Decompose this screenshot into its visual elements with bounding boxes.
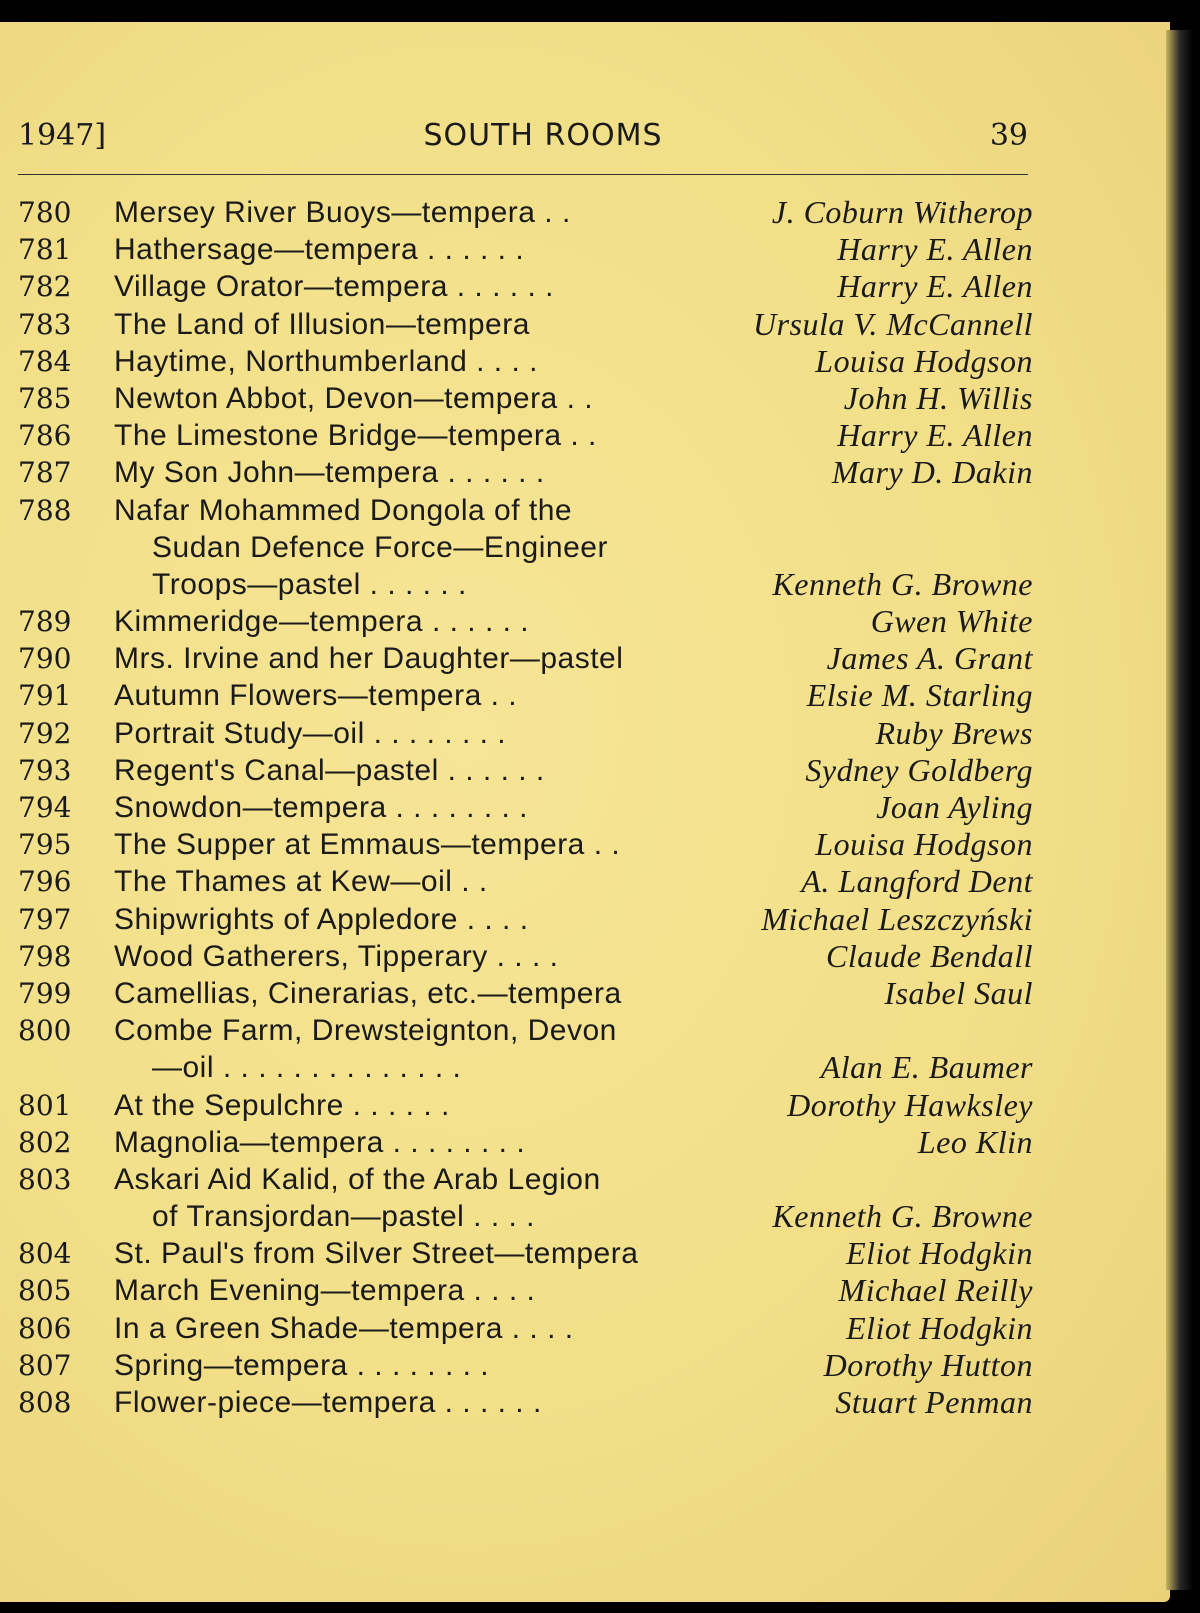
entry-line [18,566,1033,603]
entry-artist: John H. Willis [843,379,1033,416]
catalogue-entry [18,1161,1033,1235]
entry-title: Mrs. Irvine and her Daughter—pastel [114,642,624,676]
catalogue-entry [18,901,1033,938]
entry-title: Askari Aid Kalid, of the Arab Legion [114,1162,601,1196]
entry-title: Magnolia—tempera . . . . . . . . [114,1125,526,1159]
entry-number: 808 [18,1386,72,1419]
catalogue-entry [18,231,1033,268]
entry-title: of Transjordan—pastel . . . . [152,1200,536,1234]
entry-line [18,1198,1033,1235]
entry-artist: Harry E. Allen [837,417,1033,454]
entry-number: 793 [18,753,72,787]
catalogue-entry [18,1272,1033,1309]
entry-title: Troops—pastel . . . . . . [152,567,467,601]
catalogue-entry [18,677,1033,714]
entry-title: The Supper at Emmaus—tempera . . [114,828,621,862]
entry-title: At the Sepulchre . . . . . . [114,1088,450,1122]
entry-artist: Ursula V. McCannell [752,305,1033,342]
entry-line [18,975,1033,1012]
entry-number: 782 [18,270,72,304]
entry-line [18,938,1033,975]
entry-number: 798 [18,939,72,973]
catalogue-entry [18,1310,1033,1347]
entry-line [18,640,1033,677]
entry-title: Newton Abbot, Devon—tempera . . [114,381,594,415]
catalogue-entry [18,268,1033,305]
entry-artist: Kenneth G. Browne [772,1198,1033,1235]
entry-number: 785 [18,381,72,415]
entry-number: 790 [18,642,72,676]
entry-title: The Land of Illusion—tempera [114,307,530,341]
entry-title: Village Orator—tempera . . . . . . [114,270,554,304]
entry-artist: Michael Leszczyński [761,900,1033,937]
catalogue-entry [18,1235,1033,1272]
entry-title: The Limestone Bridge—tempera . . [114,419,597,453]
entry-artist: Eliot Hodgkin [846,1309,1033,1346]
entry-line [18,603,1033,640]
entry-artist: Michael Reilly [838,1272,1033,1309]
entry-line [18,789,1033,826]
entry-artist: Claude Bendall [826,937,1033,974]
entry-artist: Gwen White [870,603,1033,640]
entry-title: Snowdon—tempera . . . . . . . . [114,791,529,824]
catalogue-entry [18,306,1033,343]
entry-line [18,529,1033,566]
catalogue-entry [18,752,1033,789]
entry-artist: A. Langford Dent [801,863,1033,900]
catalogue-entry [18,1012,1033,1086]
entry-line [18,752,1033,789]
entry-artist: Kenneth G. Browne [772,565,1033,602]
entry-title: Kimmeridge—tempera . . . . . . [114,605,530,639]
entry-number: 805 [18,1274,72,1308]
entry-number: 797 [18,902,72,936]
entry-line [18,1124,1033,1161]
entry-line [18,1272,1033,1309]
entry-list [18,194,1033,1421]
entry-artist: J. Coburn Witherop [771,194,1033,230]
entry-number: 801 [18,1088,72,1122]
catalogue-entry [18,640,1033,677]
catalogue-entry [18,1124,1033,1161]
catalogue-entry [18,492,1033,604]
entry-line [18,715,1033,752]
entry-title: Autumn Flowers—tempera . . [114,679,518,713]
entry-line [18,1347,1033,1384]
entry-number: 792 [18,716,72,750]
catalogue-entry [18,715,1033,752]
entry-artist: Sydney Goldberg [805,751,1033,788]
entry-line [18,901,1033,938]
catalogue-entry [18,826,1033,863]
entry-number: 795 [18,828,72,862]
entry-artist: Elsie M. Starling [806,677,1033,714]
entry-artist: Isabel Saul [884,974,1033,1011]
page-title: SOUTH ROOMS [423,118,663,153]
entry-line [18,268,1033,305]
entry-line [18,677,1033,714]
entry-title: The Thames at Kew—oil . . [114,865,488,899]
entry-artist: Alan E. Baumer [820,1049,1033,1086]
entry-line [18,1161,1033,1198]
entry-artist: Leo Klin [917,1123,1033,1160]
entry-line [18,1012,1033,1049]
entry-title: Spring—tempera . . . . . . . . [114,1348,490,1382]
entry-title: Wood Gatherers, Tipperary . . . . [114,939,559,973]
entry-title: Hathersage—tempera . . . . . . [114,233,525,267]
catalogue-entry [18,454,1033,491]
entry-number: 802 [18,1125,72,1159]
entry-artist: Joan Ayling [876,789,1033,825]
catalogue-entry [18,194,1033,231]
entry-line [18,231,1033,268]
entry-title: Sudan Defence Force—Engineer [152,530,608,564]
entry-artist: Eliot Hodgkin [846,1235,1033,1272]
entry-title: Regent's Canal—pastel . . . . . . [114,753,545,787]
catalogue-entry [18,975,1033,1012]
entry-title: In a Green Shade—tempera . . . . [114,1311,574,1345]
entry-number: 794 [18,791,72,824]
entry-number: 788 [18,493,72,527]
entry-line [18,417,1033,454]
entry-number: 800 [18,1014,72,1048]
entry-number: 799 [18,976,72,1010]
entry-line [18,492,1033,529]
entry-number: 796 [18,865,72,899]
entry-title: March Evening—tempera . . . . [114,1274,536,1308]
entry-number: 781 [18,233,72,267]
catalogue-entry [18,1087,1033,1124]
entry-title: Mersey River Buoys—tempera . . [114,196,571,229]
entry-number: 787 [18,456,72,490]
entry-title: Haytime, Northumberland . . . . [114,344,538,378]
entry-artist: Louisa Hodgson [815,342,1033,379]
entry-number: 786 [18,419,72,453]
entry-line [18,454,1033,491]
page-edge-shadow [1166,30,1200,1590]
entry-line [18,826,1033,863]
catalogue-entry [18,380,1033,417]
entry-artist: Dorothy Hawksley [787,1086,1033,1123]
entry-line [18,1087,1033,1124]
catalogue-entry [18,1347,1033,1384]
page-number: 39 [989,118,1028,153]
entry-title: Flower-piece—tempera . . . . . . [114,1386,542,1419]
entry-number: 783 [18,307,72,341]
entry-artist: Harry E. Allen [837,268,1033,305]
entry-title: My Son John—tempera . . . . . . [114,456,545,490]
entry-number: 806 [18,1311,72,1345]
entry-line [18,1235,1033,1272]
entry-number: 803 [18,1162,72,1196]
entry-title: Nafar Mohammed Dongola of the [114,493,573,527]
entry-title: Combe Farm, Drewsteignton, Devon [114,1014,617,1048]
catalogue-entry [18,938,1033,975]
entry-line [18,1310,1033,1347]
entry-line [18,194,1033,231]
header-year: 1947] [18,118,107,153]
catalogue-page [0,22,1170,1602]
entry-title: Camellias, Cinerarias, etc.—tempera [114,976,622,1010]
entry-line [18,343,1033,380]
entry-artist: Dorothy Hutton [823,1346,1033,1383]
catalogue-entry [18,603,1033,640]
entry-line [18,863,1033,900]
entry-number: 791 [18,679,72,713]
entry-title: Portrait Study—oil . . . . . . . . [114,716,507,750]
catalogue-entry [18,789,1033,826]
entry-artist: James A. Grant [826,640,1033,677]
entry-number: 784 [18,344,72,378]
entry-title: —oil . . . . . . . . . . . . . . [152,1051,462,1085]
entry-artist: Stuart Penman [835,1384,1033,1420]
entry-line [18,1049,1033,1086]
catalogue-entry [18,1384,1033,1421]
entry-number: 780 [18,196,72,229]
entry-number: 804 [18,1237,72,1271]
entry-line [18,1384,1033,1421]
page-header [18,118,1028,166]
catalogue-entry [18,343,1033,380]
entry-number: 789 [18,605,72,639]
entry-line [18,380,1033,417]
entry-artist: Mary D. Dakin [831,454,1033,491]
catalogue-entry [18,863,1033,900]
entry-number: 807 [18,1348,72,1382]
entry-line [18,306,1033,343]
entry-artist: Ruby Brews [875,714,1033,751]
entry-title: Shipwrights of Appledore . . . . [114,902,529,936]
header-rule [18,174,1028,175]
entry-artist: Louisa Hodgson [815,826,1033,863]
catalogue-entry [18,417,1033,454]
entry-artist: Harry E. Allen [837,231,1033,268]
entry-title: St. Paul's from Silver Street—tempera [114,1237,639,1271]
